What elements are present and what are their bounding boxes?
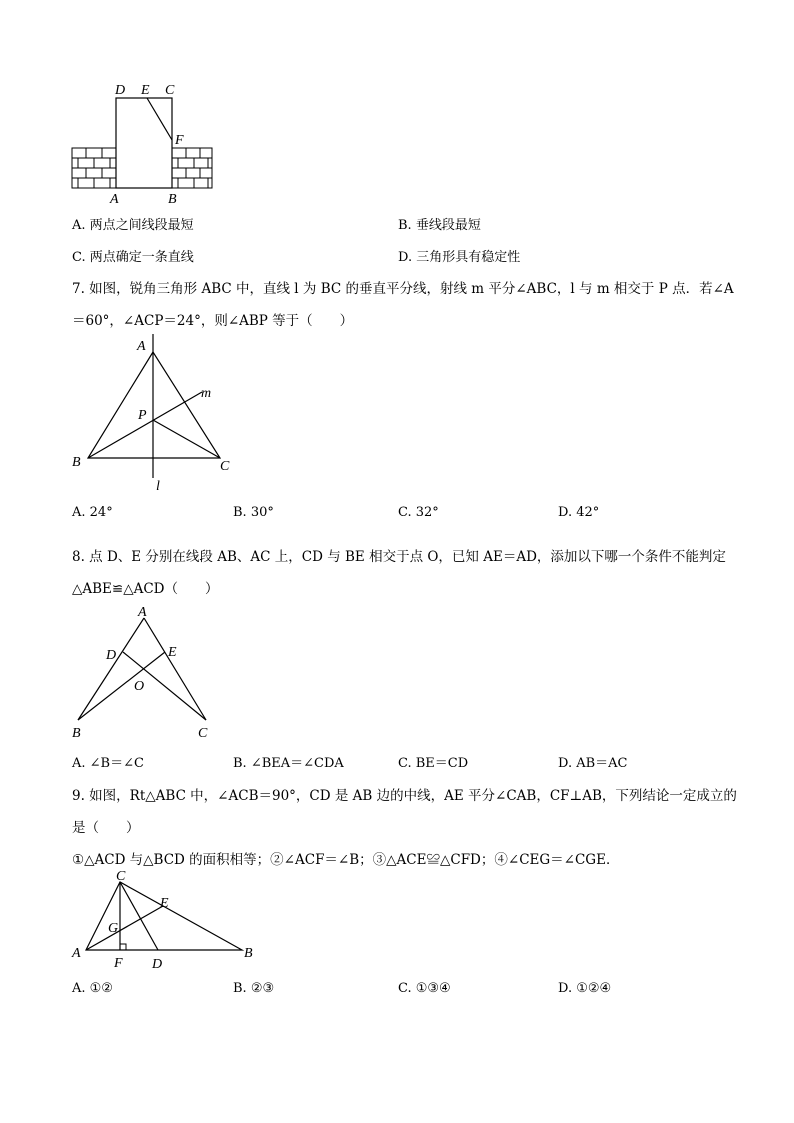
q9-text-line2: 是（ ） — [72, 820, 140, 836]
label-D: D — [106, 648, 117, 663]
label-A: A — [110, 192, 119, 207]
q7-option-c[interactable]: C. 32° — [398, 505, 439, 520]
left-brick-wall — [72, 148, 116, 188]
q8-option-b[interactable]: B. ∠BEA＝∠CDA — [233, 756, 344, 771]
side-ab — [78, 618, 144, 720]
q8-text-line2: △ABE≌△ACD（ ） — [72, 581, 219, 597]
label-F: F — [114, 956, 123, 971]
q7-text-line1: 7. 如图，锐角三角形 ABC 中，直线 l 为 BC 的垂直平分线，射线 m 平分∠ABC，l 与 m 相交于 P 点．若∠A — [72, 281, 734, 297]
label-E: E — [141, 83, 150, 98]
q9-option-a[interactable]: A. ①② — [72, 981, 113, 996]
label-B: B — [72, 455, 81, 470]
label-B: B — [72, 726, 81, 741]
q9-text-line3: ①△ACD 与△BCD 的面积相等；②∠ACF＝∠B；③△ACE≌△CFD；④∠CEG＝∠CGE． — [72, 852, 620, 868]
q8-text-line1: 8. 点 D、E 分别在线段 AB、AC 上，CD 与 BE 相交于点 O，已知 AE＝AD，添加以下哪一个条件不能判定 — [72, 549, 726, 565]
q7-option-b[interactable]: B. 30° — [233, 505, 274, 520]
label-m: m — [201, 386, 212, 401]
label-C: C — [116, 869, 126, 884]
side-ac — [144, 618, 206, 720]
triangle-abc — [86, 882, 242, 950]
label-D: D — [115, 83, 126, 98]
q7-figure — [68, 332, 248, 497]
label-E: E — [168, 645, 177, 660]
q9-figure — [68, 868, 268, 976]
label-G: G — [108, 921, 119, 936]
label-B: B — [168, 192, 177, 207]
q7-text-line2: ＝60°，∠ACP＝24°，则∠ABP 等于（ ） — [72, 313, 354, 329]
q9-option-c[interactable]: C. ①③④ — [398, 981, 451, 996]
label-E: E — [160, 896, 169, 911]
label-O: O — [134, 679, 145, 694]
ray-m — [88, 392, 202, 458]
label-A: A — [137, 339, 146, 354]
label-C: C — [220, 459, 230, 474]
label-D: D — [152, 957, 163, 972]
q6-figure — [68, 78, 218, 208]
q8-figure — [68, 602, 228, 742]
label-C: C — [198, 726, 208, 741]
right-angle-mark — [120, 944, 126, 950]
q7-option-d[interactable]: D. 42° — [558, 505, 600, 520]
q9-text-line1: 9. 如图，Rt△ABC 中，∠ACB＝90°，CD 是 AB 边的中线，AE 平分∠CAB，CF⊥AB，下列结论一定成立的 — [72, 788, 737, 804]
label-F: F — [175, 133, 184, 148]
label-C: C — [165, 83, 175, 98]
brace-ef — [147, 98, 172, 140]
label-B: B — [244, 946, 253, 961]
q8-option-d[interactable]: D. AB＝AC — [558, 756, 628, 771]
q6-option-b[interactable]: B. 垂线段最短 — [398, 218, 481, 233]
q9-option-d[interactable]: D. ①②④ — [558, 981, 612, 996]
segment-pc — [153, 420, 220, 458]
label-l: l — [156, 479, 160, 494]
label-P: P — [138, 408, 147, 423]
segment-be — [78, 652, 165, 720]
q9-option-b[interactable]: B. ②③ — [233, 981, 275, 996]
triangle-abc — [88, 352, 220, 458]
q6-option-d[interactable]: D. 三角形具有稳定性 — [398, 250, 521, 265]
right-brick-wall — [172, 148, 212, 188]
label-A: A — [72, 946, 81, 961]
door-frame — [116, 98, 172, 188]
q8-option-c[interactable]: C. BE＝CD — [398, 756, 469, 771]
q8-option-a[interactable]: A. ∠B＝∠C — [72, 756, 144, 771]
q6-option-a[interactable]: A. 两点之间线段最短 — [72, 218, 194, 233]
label-A: A — [138, 605, 147, 620]
q6-option-c[interactable]: C. 两点确定一条直线 — [72, 250, 194, 265]
q7-option-a[interactable]: A. 24° — [72, 505, 113, 520]
